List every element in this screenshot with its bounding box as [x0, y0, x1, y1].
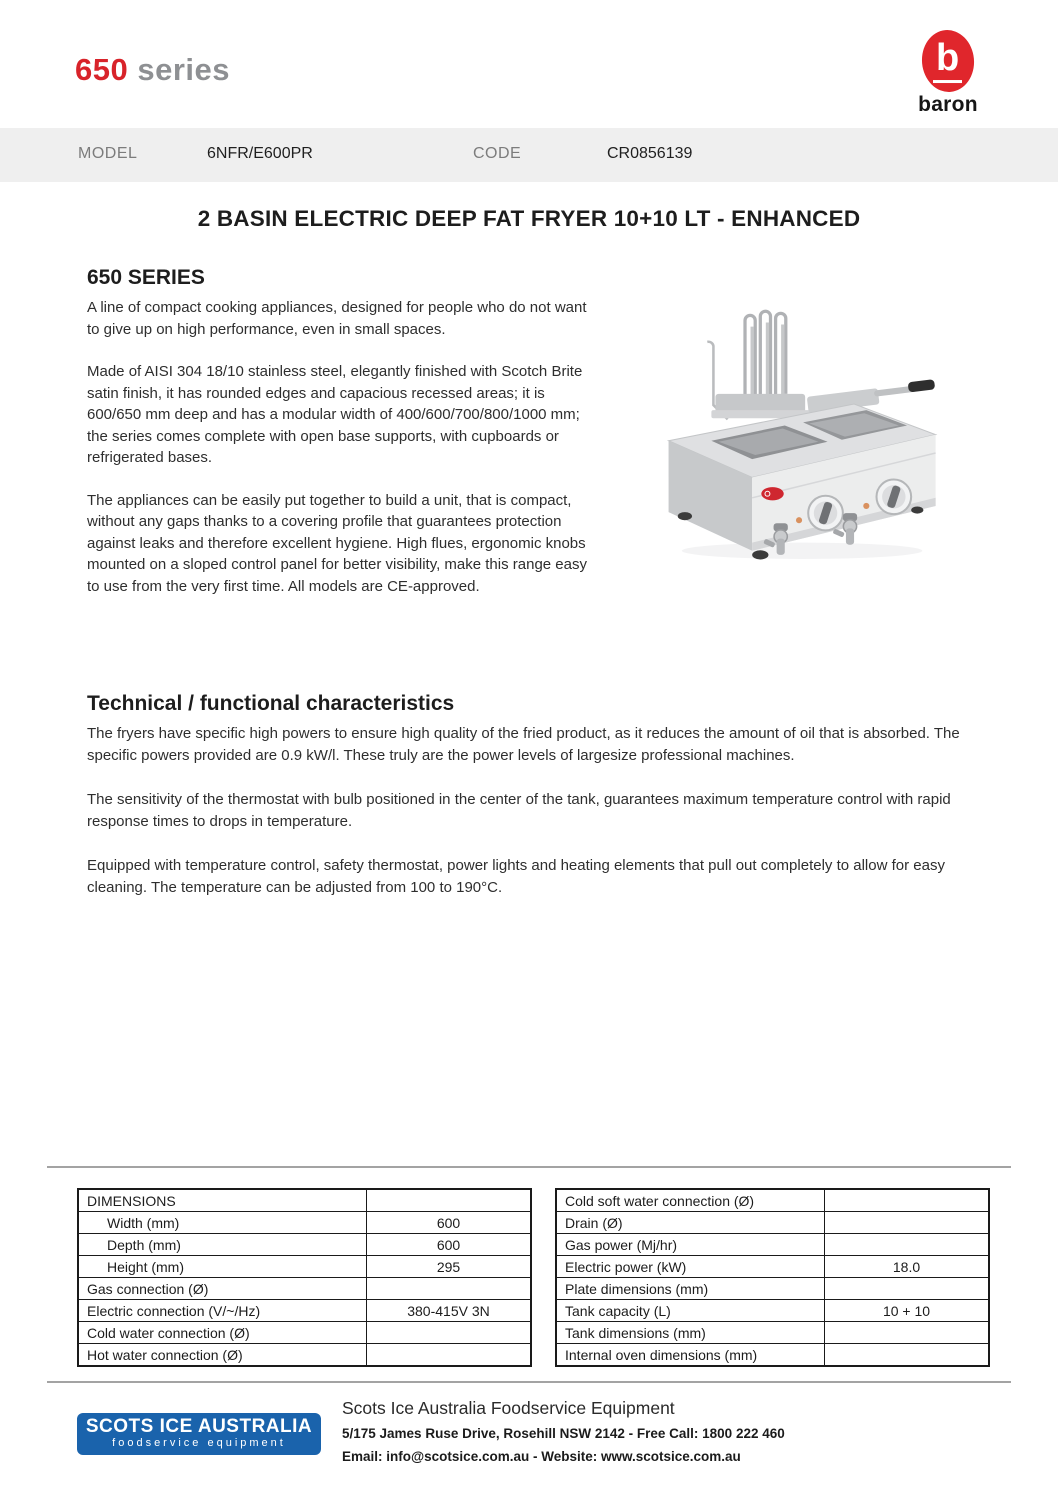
page-title [75, 52, 230, 88]
technical-section-body [87, 723, 992, 921]
indicator-light-right [863, 503, 869, 509]
control-knob-left [808, 496, 843, 531]
series-section-body [87, 297, 592, 618]
table-row [78, 1189, 531, 1212]
control-knob-right [877, 479, 912, 514]
table-row [556, 1212, 989, 1234]
foot [678, 512, 692, 520]
table-row [556, 1189, 989, 1212]
spec-value [367, 1322, 532, 1344]
spec-value [367, 1344, 532, 1367]
spec-label: Gas power (Mj/hr) [556, 1234, 825, 1256]
table-row [78, 1212, 531, 1234]
model-value: 6NFR/E600PR [207, 145, 313, 162]
footer-contact-block [342, 1398, 785, 1472]
table-row [78, 1234, 531, 1256]
series-paragraph: The appliances can be easily put together to build a unit, that is compact, without any gaps thanks to a covering profile that guarantees protection against leaks and therefore excellent hygiene. High flues, ergonomic knobs mounted on a sloped control panel for better visibility, make this range easy to use from the very first time. All models are CE-approved. [87, 491, 587, 595]
spec-label: Plate dimensions (mm) [556, 1278, 825, 1300]
spec-value: 600 [367, 1212, 532, 1234]
table-row [556, 1344, 989, 1367]
foot [752, 550, 768, 559]
product-title: 2 BASIN ELECTRIC DEEP FAT FRYER 10+10 LT - ENHANCED [197, 206, 861, 231]
scots-ice-logo-title: SCOTS ICE AUSTRALIA [85, 1416, 313, 1438]
spec-value: 295 [367, 1256, 532, 1278]
baron-letter: b [933, 39, 962, 83]
code-label: CODE [473, 145, 522, 162]
heating-elements-icon [745, 311, 786, 403]
spec-label: Internal oven dimensions (mm) [556, 1344, 825, 1367]
spec-label: DIMENSIONS [78, 1189, 367, 1212]
spec-label: Tank dimensions (mm) [556, 1322, 825, 1344]
table-row [556, 1234, 989, 1256]
spec-value [367, 1189, 532, 1212]
spec-value [367, 1278, 532, 1300]
spec-label: Electric connection (V/~/Hz) [78, 1300, 367, 1322]
footer-company-name: Scots Ice Australia Foodservice Equipment [342, 1398, 675, 1418]
table-row [556, 1256, 989, 1278]
spec-value [825, 1344, 990, 1367]
fryer-basket [807, 379, 937, 413]
spec-value [825, 1322, 990, 1344]
product-photo-fryer [652, 296, 942, 561]
code-value: CR0856139 [607, 145, 693, 162]
table-row [78, 1278, 531, 1300]
spec-label: Drain (Ø) [556, 1212, 825, 1234]
technical-paragraph: The sensitivity of the thermostat with bulb positioned in the center of the tank, guarantees maximum temperature control with rapid response times to drops in temperature. [87, 791, 951, 830]
spec-value: 600 [367, 1234, 532, 1256]
spec-label: Depth (mm) [78, 1234, 367, 1256]
table-row [78, 1256, 531, 1278]
technical-paragraph: The fryers have specific high powers to ensure high quality of the fried product, as it reduces the amount of oil that is absorbed. The specific powers provided are 0.9 kW/l. These truly are the power levels of largesize professional machines. [87, 725, 960, 764]
technical-paragraph: Equipped with temperature control, safety thermostat, power lights and heating elements that pull out completely to allow for easy cleaning. The temperature can be adjusted from 100 to 190°C. [87, 857, 945, 896]
footer-email-website: Email: info@scotsice.com.au - Website: www.scotsice.com.au [342, 1449, 741, 1464]
model-code-bar [0, 128, 1058, 182]
series-section-heading: 650 SERIES [87, 266, 205, 289]
scots-ice-logo [77, 1413, 321, 1455]
technical-section-heading: Technical / functional characteristics [87, 692, 455, 715]
spec-value [825, 1212, 990, 1234]
table-row [78, 1322, 531, 1344]
spec-value: 10 + 10 [825, 1300, 990, 1322]
indicator-light-left [796, 517, 802, 523]
table-row [556, 1278, 989, 1300]
baron-badge-icon [761, 487, 783, 500]
spec-label: Tank capacity (L) [556, 1300, 825, 1322]
footer-address: 5/175 James Ruse Drive, Rosehill NSW 2142 - Free Call: 1800 222 460 [342, 1426, 785, 1441]
spec-label: Gas connection (Ø) [78, 1278, 367, 1300]
spec-label: Height (mm) [78, 1256, 367, 1278]
connections-table [555, 1188, 990, 1367]
series-paragraph: Made of AISI 304 18/10 stainless steel, elegantly finished with Scotch Brite satin finish, it has rounded edges and capacious recessed areas; it is 600/650 mm deep and has a modular width of 400/600/700/800/1000 mm; the series comes complete with open base supports, with cupboards or refrigerated bases. [87, 363, 583, 466]
spec-value [825, 1189, 990, 1212]
spec-label: Cold water connection (Ø) [78, 1322, 367, 1344]
shadow [682, 543, 923, 559]
spec-value [825, 1234, 990, 1256]
dimensions-table [77, 1188, 532, 1367]
spec-label: Electric power (kW) [556, 1256, 825, 1278]
series-number: 650 [75, 52, 129, 87]
spec-label: Cold soft water connection (Ø) [556, 1189, 825, 1212]
foot [911, 506, 923, 513]
baron-logo-icon [919, 28, 976, 94]
spec-value: 380-415V 3N [367, 1300, 532, 1322]
table-row [78, 1344, 531, 1367]
divider [47, 1166, 1011, 1168]
spec-label: Hot water connection (Ø) [78, 1344, 367, 1367]
model-label: MODEL [78, 145, 138, 162]
table-row [78, 1300, 531, 1322]
series-paragraph: A line of compact cooking appliances, designed for people who do not want to give up on high performance, even in small spaces. [87, 299, 587, 338]
divider [47, 1381, 1011, 1383]
spec-label: Width (mm) [78, 1212, 367, 1234]
series-word: series [137, 52, 230, 87]
baron-brand-name: baron [918, 93, 978, 116]
spec-value [825, 1278, 990, 1300]
scots-ice-logo-subtitle: foodservice equipment [112, 1437, 286, 1450]
table-row [556, 1322, 989, 1344]
spec-value: 18.0 [825, 1256, 990, 1278]
baron-logo [908, 30, 988, 117]
table-row [556, 1300, 989, 1322]
